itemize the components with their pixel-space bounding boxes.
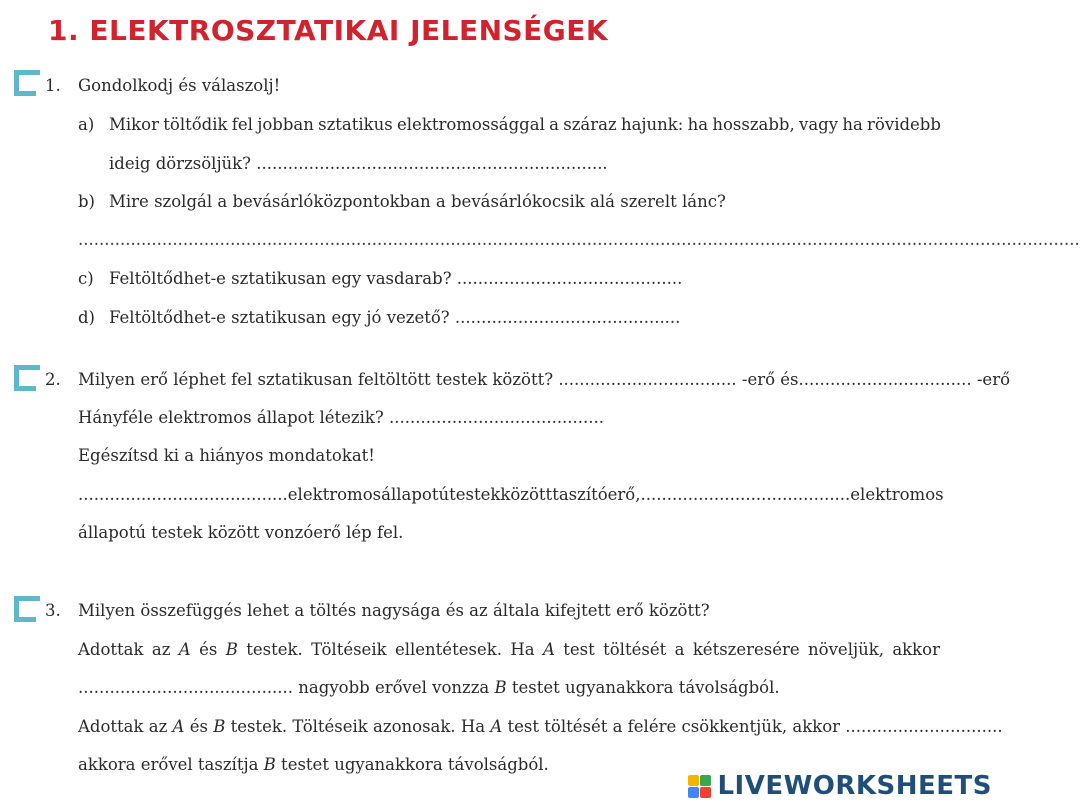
q3-line2-word: testek. (246, 640, 303, 659)
question-3-line5 (78, 755, 549, 774)
q1-a-word: a (549, 115, 559, 134)
q1-a-word: töltődik (163, 115, 228, 134)
q1-c-letter: c) (78, 269, 94, 288)
q1-a-word: ha (687, 115, 709, 134)
q2-line1-left: Milyen erő léphet fel sztatikusan feltöltött testek között? .................................. -erő és (78, 370, 799, 389)
q1-b-dots: ............................................................................................................................................................................................... (78, 230, 1080, 249)
q3-line2-word: test (563, 640, 595, 659)
q3-line3-b: B (494, 678, 507, 697)
logo-square (688, 787, 699, 798)
q3-line4-part3: testek. Töltéseik azonosak. Ha (225, 717, 491, 736)
question-3-line3[interactable] (78, 678, 780, 697)
question-1-number: 1. (45, 76, 61, 95)
question-1-text: Gondolkodj és válaszolj! (78, 76, 281, 95)
q1-a-word: hosszabb, (712, 115, 795, 134)
q1-a-text-line2: ideig dörzsöljük? ................................................................... (109, 154, 608, 173)
question-3-checkbox (14, 596, 36, 622)
q1-a-word: vagy (799, 115, 839, 134)
q1-c-text[interactable]: Feltöltődhet-e sztatikusan egy vasdarab? ........................................... (109, 269, 683, 288)
q1-a-letter: a) (78, 115, 95, 134)
question-2-line2[interactable]: Hányféle elektromos állapot létezik? ......................................... (78, 408, 605, 427)
q3-line2-word: Töltéseik (311, 640, 387, 659)
q1-a-word: hajunk: (620, 115, 684, 134)
question-2-line4[interactable] (78, 485, 944, 504)
q3-line5-b: B (263, 755, 276, 774)
logo-square (688, 775, 699, 786)
q2-line4-word: elektromos (850, 485, 944, 504)
q3-line4-part2: és (184, 717, 214, 736)
question-2-checkbox (14, 365, 36, 391)
logo-square (700, 787, 711, 798)
question-3-line4[interactable] (78, 717, 1003, 736)
q3-line4-a2: A (490, 717, 503, 736)
q1-b-answer-blank[interactable] (78, 230, 1080, 249)
q1-a-word: rövidebb (867, 115, 941, 134)
q3-line5-part1: akkora erővel taszítja (78, 755, 264, 774)
q3-line2-word: töltését (603, 640, 667, 659)
q1-a-word: sztatikus (318, 115, 393, 134)
question-2-line5: állapotú testek között vonzóerő lép fel. (78, 523, 404, 542)
q3-line2-word: akkor (892, 640, 940, 659)
q3-line4-a: A (172, 717, 185, 736)
liveworksheets-logo-icon (688, 775, 711, 798)
question-1-checkbox (14, 70, 36, 96)
q3-line2-word: A (542, 640, 555, 659)
q2-line4-word: elektromos (287, 485, 382, 504)
question-3-line1: Milyen összefüggés lehet a töltés nagysága és az általa kifejtett erő között? (78, 601, 710, 620)
q2-line4-word: között (500, 485, 553, 504)
q3-line2-word: B (225, 640, 238, 659)
q1-d-letter: d) (78, 308, 95, 327)
q3-line3-text: nagyobb erővel vonzza (293, 678, 495, 697)
q1-b-text: Mire szolgál a bevásárlóközpontokban a bevásárlókocsik alá szerelt lánc? (109, 192, 726, 211)
logo-square (700, 775, 711, 786)
question-3-line2 (78, 640, 940, 659)
q3-line4-part4: test töltését a felére csökkentjük, akkor .............................. (502, 717, 1003, 736)
q3-line3-end: testet ugyanakkora távolságból. (506, 678, 780, 697)
q3-line4-b: B (213, 717, 226, 736)
q1-a-word: ha (842, 115, 863, 134)
q2-line4-word: testek (449, 485, 501, 504)
q2-line4-word[interactable]: ........................................ (640, 485, 851, 504)
q3-line5-part2: testet ugyanakkora távolságból. (275, 755, 549, 774)
q3-line2-word: növeljük, (808, 640, 884, 659)
q1-d-text[interactable]: Feltöltődhet-e sztatikusan egy jó vezető? ........................................... (109, 308, 681, 327)
q2-line1-right: ................................. -erő (798, 370, 1011, 389)
liveworksheets-logo (688, 771, 992, 801)
q3-line2-word: ellentétesek. (394, 640, 502, 659)
question-2-line3: Egészítsd ki a hiányos mondatokat! (78, 446, 375, 465)
q2-line4-word: állapotú (381, 485, 450, 504)
q3-line2-word: Adottak (78, 640, 144, 659)
q3-line4-part1: Adottak az (78, 717, 173, 736)
q3-line2-word: és (199, 640, 218, 659)
liveworksheets-logo-text: LIVEWORKSHEETS (717, 771, 992, 801)
q1-a-word: száraz (563, 115, 617, 134)
q3-line2-word: a (674, 640, 685, 659)
q1-a-text-line1 (109, 115, 941, 134)
q2-line4-word[interactable]: ........................................ (78, 485, 288, 504)
q1-b-letter: b) (78, 192, 95, 211)
q1-a-word: Mikor (109, 115, 159, 134)
q3-line3-blank[interactable]: ......................................... (78, 678, 294, 697)
q1-a-word: jobban (257, 115, 314, 134)
question-3-number: 3. (45, 601, 61, 620)
q3-line2-word: kétszeresére (692, 640, 800, 659)
q1-a-word: fel (231, 115, 253, 134)
question-2-line1[interactable] (78, 370, 1011, 389)
question-2-number: 2. (45, 370, 61, 389)
q1-a-word: elektromossággal (397, 115, 545, 134)
page-title: 1. ELEKTROSZTATIKAI JELENSÉGEK (48, 14, 609, 47)
q3-line2-word: A (178, 640, 191, 659)
q3-line2-word: az (151, 640, 171, 659)
q2-line4-word: taszítóerő, (552, 485, 641, 504)
q3-line2-word: Ha (510, 640, 535, 659)
